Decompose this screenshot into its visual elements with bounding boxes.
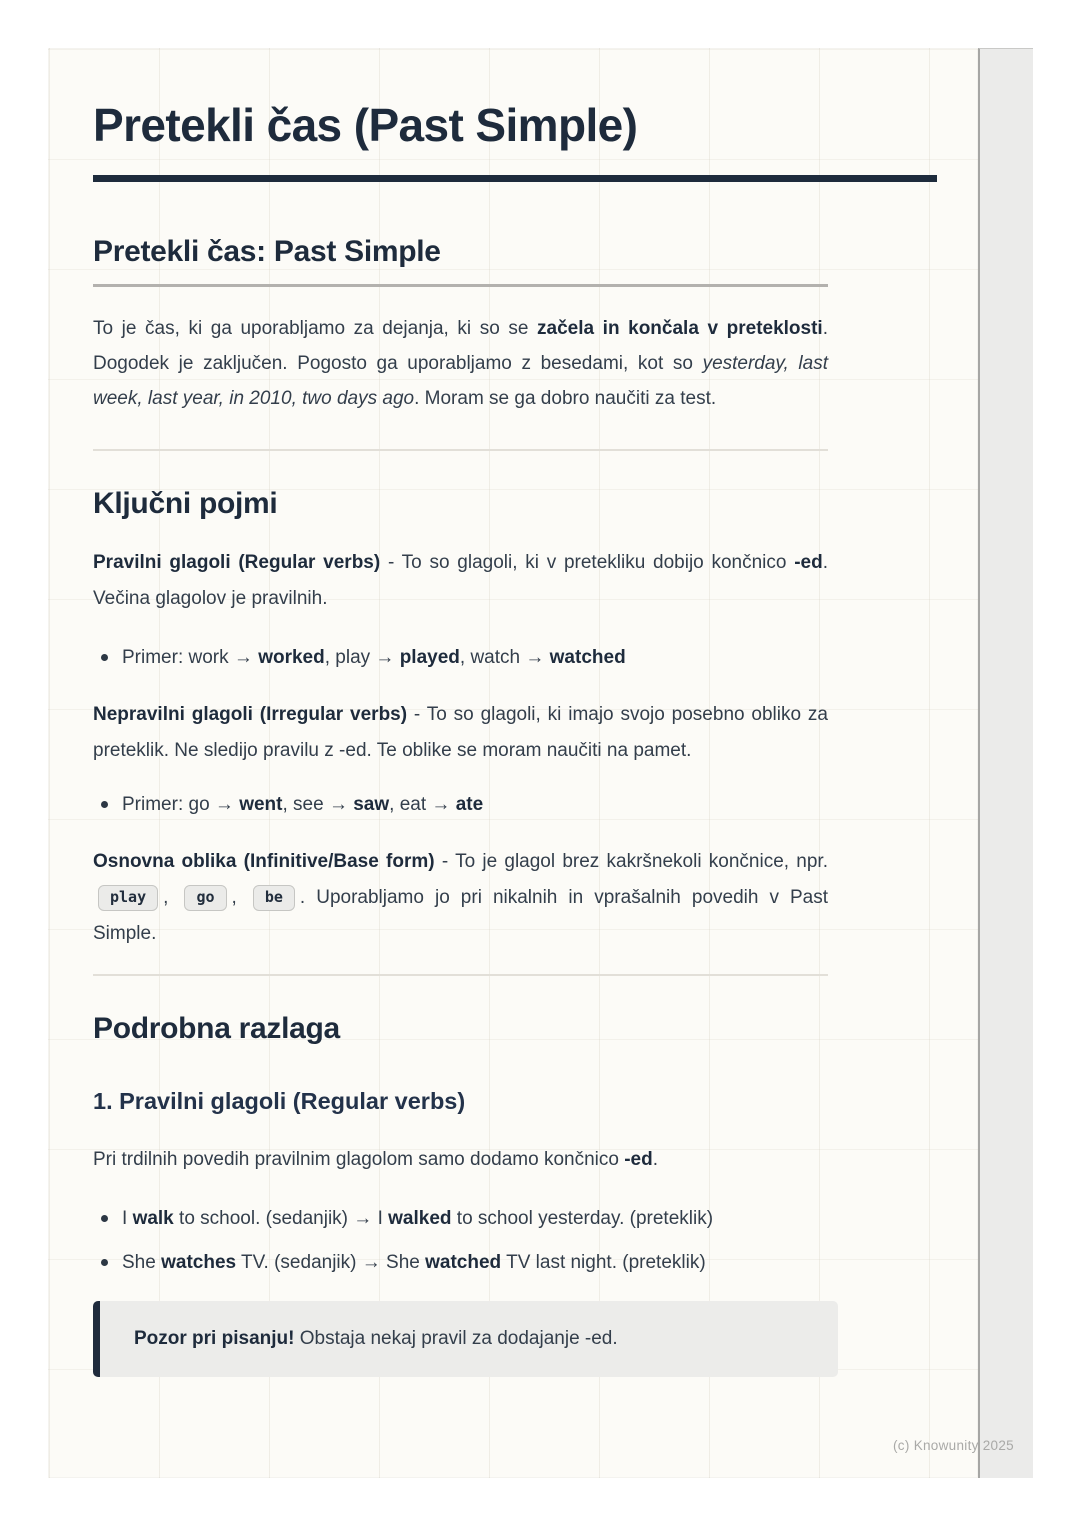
document-page (48, 48, 978, 1478)
list-item-regular-example (93, 640, 828, 675)
regular-verbs-paragraph: Pravilni glagoli (Regular verbs) - To so glagoli, ki v pretekliku dobijo končnico -ed. Večina glagolov je pravilnih. (93, 552, 828, 610)
heading-key-concepts: Ključni pojmi (93, 487, 278, 521)
list-item-text: She watches TV. (sedanjik) → She watched TV last night. (preteklik) (122, 1251, 706, 1273)
page-edge-strip (978, 48, 1033, 1478)
list-item-irregular-example (93, 787, 828, 822)
bullet-icon (101, 801, 108, 808)
list-item-text: Primer: go → went, see → saw, eat → ate (122, 794, 484, 816)
bullet-icon (101, 654, 108, 661)
base-form-paragraph: Osnovna oblika (Infinitive/Base form) - To je glagol brez kakršnekoli končnice, npr. play , go , be . Uporabljamo jo pri nikalnih in vprašalnih povedih v Past Simple. (93, 851, 829, 945)
heading-overview: Pretekli čas: Past Simple (93, 235, 441, 269)
intro-paragraph: To je čas, ki ga uporabljamo za dejanja, ki so se začela in končala v preteklosti. Dogodek je zaključen. Pogosto ga uporabljamo z besedami, kot so yesterday, last week, last year, in 2010, two days ago. Moram se ga dobro naučiti za test. (93, 318, 828, 410)
doc-title: Pretekli čas (Past Simple) (93, 99, 638, 151)
watermark: (c) Knowunity 2025 (893, 1438, 1014, 1453)
doc-content (93, 234, 828, 1376)
title-rule (93, 175, 937, 182)
list-item-text: Primer: work → worked, play → played, watch → watched (122, 647, 626, 669)
heading-details: Podrobna razlaga (93, 1012, 340, 1046)
irregular-verbs-paragraph: Nepravilni glagoli (Irregular verbs) - To so glagoli, ki imajo svojo posebno obliko za preteklik. Ne sledijo pravilu z -ed. Te oblike se moram naučiti na pamet. (93, 704, 828, 762)
list-item-text: I walk to school. (sedanjik) → I walked to school yesterday. (preteklik) (122, 1207, 714, 1229)
warning-callout-text: Pozor pri pisanju! Obstaja nekaj pravil za dodajanje -ed. (134, 1327, 618, 1349)
bullet-icon (101, 1259, 108, 1266)
section-divider (93, 449, 828, 451)
subheading-regular-verbs: 1. Pravilni glagoli (Regular verbs) (93, 1088, 466, 1115)
warning-callout (93, 1301, 838, 1377)
list-item-watch-example (93, 1245, 828, 1280)
details-intro-paragraph: Pri trdilnih povedih pravilnim glagolom samo dodamo končnico -ed. (93, 1148, 658, 1170)
heading-overview-rule (93, 284, 828, 287)
bullet-icon (101, 1215, 108, 1222)
list-item-walk-example (93, 1201, 828, 1236)
section-divider (93, 974, 828, 976)
